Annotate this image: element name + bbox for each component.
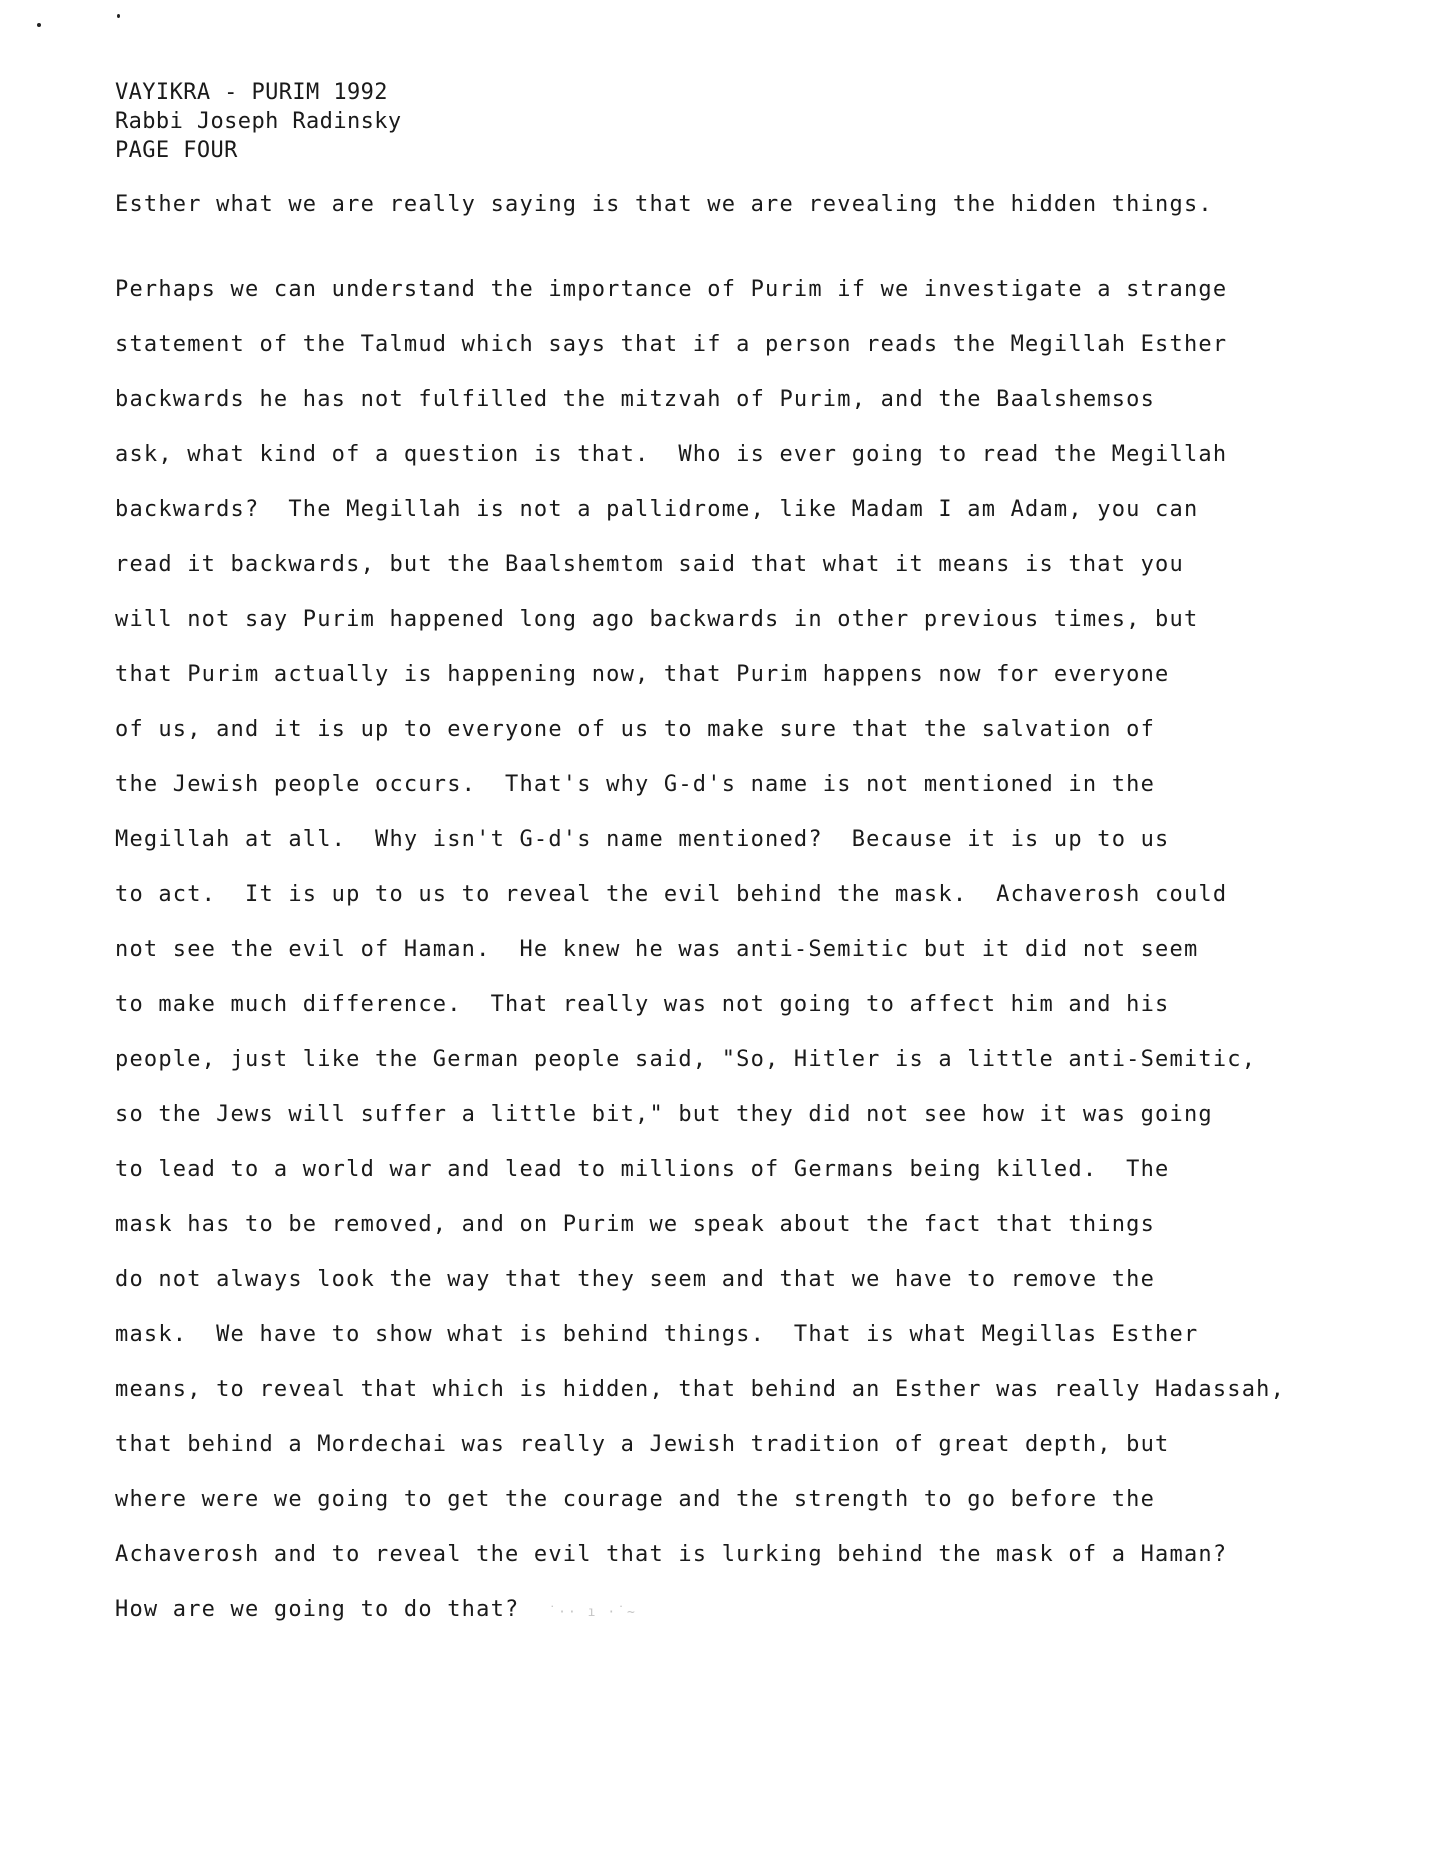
ink-smudge: ˙·· ı ·˙~: [548, 1605, 637, 1620]
body-line: Esther what we are really saying is that we are revealing the hidden things.: [115, 192, 1213, 217]
body-line: backwards he has not fulfilled the mitzvah of Purim, and the Baalshemsos: [115, 387, 1156, 412]
body-line: to act. It is up to us to reveal the evil behind the mask. Achaverosh could: [115, 882, 1228, 907]
document-header: [115, 78, 402, 165]
body-line: to make much difference. That really was not going to affect him and his: [115, 992, 1170, 1017]
body-line: means, to reveal that which is hidden, that behind an Esther was really Hadassah,: [115, 1377, 1286, 1402]
header-title: VAYIKRA - PURIM 1992: [115, 80, 388, 105]
body-line: where were we going to get the courage and the strength to go before the: [115, 1487, 1156, 1512]
body-line: so the Jews will suffer a little bit," but they did not see how it was going: [115, 1102, 1213, 1127]
body-line: not see the evil of Haman. He knew he was anti-Semitic but it did not seem: [115, 937, 1199, 962]
scan-speck: [117, 14, 120, 18]
body-line: the Jewish people occurs. That's why G-d's name is not mentioned in the: [115, 772, 1156, 797]
body-line: mask has to be removed, and on Purim we speak about the fact that things: [115, 1212, 1156, 1237]
body-line-text: How are we going to do that?: [115, 1597, 520, 1622]
header-author: Rabbi Joseph Radinsky: [115, 109, 402, 134]
body-line: to lead to a world war and lead to millions of Germans being killed. The: [115, 1157, 1170, 1182]
body-line: ask, what kind of a question is that. Who is ever going to read the Megillah: [115, 442, 1228, 467]
body-line: read it backwards, but the Baalshemtom said that what it means is that you: [115, 552, 1184, 577]
header-page-label: PAGE FOUR: [115, 138, 238, 163]
scan-speck: [37, 23, 41, 27]
body-line: that Purim actually is happening now, that Purim happens now for everyone: [115, 662, 1170, 687]
body-line-last: [115, 1596, 637, 1627]
body-line: mask. We have to show what is behind things. That is what Megillas Esther: [115, 1322, 1199, 1347]
body-line: that behind a Mordechai was really a Jewish tradition of great depth, but: [115, 1432, 1170, 1457]
body-line: statement of the Talmud which says that if a person reads the Megillah Esther: [115, 332, 1228, 357]
body-line: Achaverosh and to reveal the evil that is lurking behind the mask of a Haman?: [115, 1542, 1228, 1567]
body-line: will not say Purim happened long ago backwards in other previous times, but: [115, 607, 1199, 632]
body-line: Megillah at all. Why isn't G-d's name mentioned? Because it is up to us: [115, 827, 1170, 852]
body-line: backwards? The Megillah is not a pallidrome, like Madam I am Adam, you can: [115, 497, 1199, 522]
body-line: of us, and it is up to everyone of us to make sure that the salvation of: [115, 717, 1156, 742]
body-line: people, just like the German people said, "So, Hitler is a little anti-Semitic,: [115, 1047, 1257, 1072]
body-line: do not always look the way that they seem and that we have to remove the: [115, 1267, 1156, 1292]
body-line: Perhaps we can understand the importance of Purim if we investigate a strange: [115, 277, 1228, 302]
